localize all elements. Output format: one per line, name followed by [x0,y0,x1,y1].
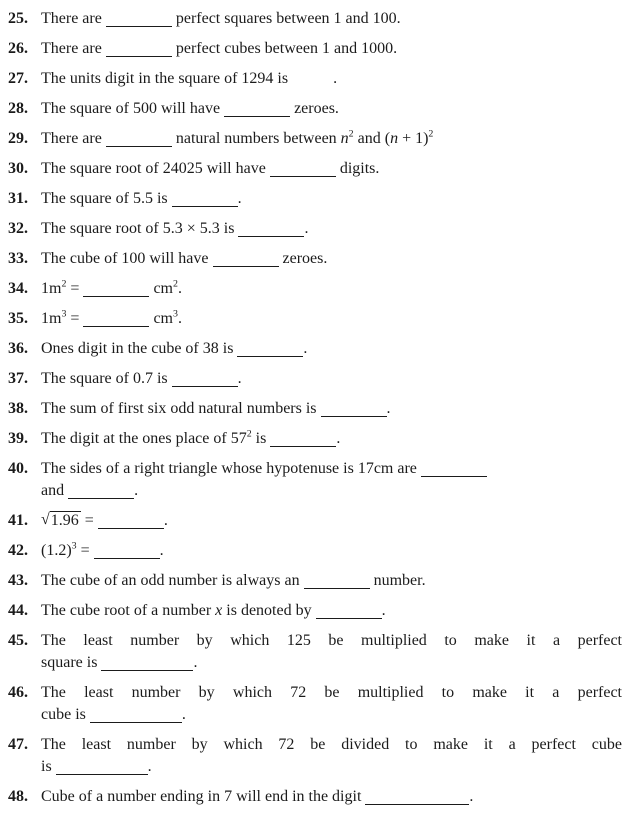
question-line [41,704,622,726]
answer-blank [83,283,149,297]
answer-blank [270,433,336,447]
text-segment: . [134,482,139,499]
text-segment: The least number by which 72 be divided to make it a perfect cube [41,736,622,753]
question-line [41,682,622,704]
answer-blank [106,43,172,57]
text-segment: = [66,310,84,327]
question-text [41,8,622,30]
text-segment: . [336,430,341,447]
text-segment: There are [41,10,106,27]
answer-blank [98,515,164,529]
text-segment: . [303,340,308,357]
question-number: 32. [8,220,28,237]
text-segment: number. [369,572,426,589]
text-segment: The cube of 100 will have [41,250,213,267]
text-segment: . [237,370,242,387]
question-number: 40. [8,460,28,477]
question-number: 26. [8,40,28,57]
question-item [8,786,622,808]
text-segment: . [193,654,198,671]
text-segment: . [177,280,182,297]
question-line [41,68,622,90]
answer-blank [270,163,336,177]
question-text [41,338,622,360]
question-text [41,158,622,180]
question-text [41,630,622,674]
question-number: 42. [8,542,28,559]
question-line [41,480,622,502]
question-item [8,188,622,210]
answer-blank [213,253,279,267]
question-text [41,368,622,390]
question-number: 48. [8,788,28,805]
question-number: 35. [8,310,28,327]
sqrt-expression [41,512,81,529]
question-item [8,368,622,390]
text-segment: The square of 500 will have [41,100,225,117]
text-segment: The least number by which 125 be multiplied to make it a perfect [41,632,622,649]
question-item [8,218,622,240]
question-text [41,128,622,150]
answer-blank [68,485,134,499]
question-text [41,248,622,270]
text-segment: + 1) [398,130,429,147]
text-segment: = [66,280,84,297]
superscript: 2 [61,278,67,290]
question-line [41,398,622,420]
question-list [8,8,622,808]
question-item [8,128,622,150]
text-segment: and ( [353,130,391,147]
text-segment: There are [41,130,106,147]
answer-blank [90,709,182,723]
question-item [8,570,622,592]
math-variable: x [215,602,223,619]
question-line [41,98,622,120]
question-line [41,510,622,532]
question-text [41,786,622,808]
question-item [8,734,622,778]
text-segment: . [386,400,391,417]
question-item [8,630,622,674]
answer-blank [365,791,469,805]
question-item [8,600,622,622]
question-line [41,458,622,480]
superscript: 2 [246,428,252,440]
text-segment: The square root of 5.3 × 5.3 is [41,220,239,237]
question-text [41,188,622,210]
question-line [41,428,622,450]
question-number: 27. [8,70,28,87]
text-segment: digits. [335,160,380,177]
answer-blank [106,133,172,147]
question-line [41,308,622,330]
question-item [8,98,622,120]
question-line [41,128,622,150]
text-segment: = [80,512,98,529]
question-number: 36. [8,340,28,357]
answer-blank [238,223,304,237]
text-segment: . [304,220,309,237]
superscript: 2 [172,278,178,290]
question-line [41,652,622,674]
question-text [41,734,622,778]
text-segment: . [333,70,338,87]
question-item [8,38,622,60]
text-segment: (1.2) [41,542,72,559]
question-number: 45. [8,632,28,649]
text-segment: . [159,542,164,559]
question-text [41,278,622,300]
question-number: 41. [8,512,28,529]
question-number: 29. [8,130,28,147]
question-number: 33. [8,250,28,267]
question-item [8,8,622,30]
question-line [41,600,622,622]
radical-sign: √ [41,511,50,528]
superscript: 3 [61,308,67,320]
text-segment: natural numbers between [171,130,341,147]
question-item [8,540,622,562]
question-line [41,734,622,756]
text-segment: The least number by which 72 be multiplied to make it a perfect [41,684,622,701]
text-segment: . [177,310,182,327]
answer-blank [83,313,149,327]
question-item [8,682,622,726]
text-segment: is [251,430,271,447]
text-segment: is [41,758,56,775]
question-text [41,308,622,330]
text-segment: 1m [41,310,62,327]
text-segment: The square of 5.5 is [41,190,172,207]
question-number: 39. [8,430,28,447]
answer-blank [101,657,193,671]
question-text [41,458,622,502]
question-text [41,68,622,90]
question-item [8,308,622,330]
text-segment: The square root of 24025 will have [41,160,270,177]
answer-blank [421,463,487,477]
text-segment: The digit at the ones place of 57 [41,430,247,447]
text-segment: The sides of a right triangle whose hypotenuse is 17cm are [41,460,421,477]
question-item [8,398,622,420]
question-line [41,368,622,390]
math-variable: n [390,130,399,147]
text-segment: = [76,542,94,559]
question-number: 38. [8,400,28,417]
question-line [41,188,622,210]
text-segment: square is [41,654,102,671]
question-number: 31. [8,190,28,207]
text-segment: and [41,482,69,499]
question-text [41,570,622,592]
text-segment: The units digit in the square of 1294 is [41,70,289,87]
radicand: 1.96 [50,512,79,529]
question-line [41,570,622,592]
text-segment: Ones digit in the cube of 38 is [41,340,238,357]
text-segment: cm [149,280,173,297]
text-segment: The cube of an odd number is always an [41,572,304,589]
question-line [41,756,622,778]
question-line [41,218,622,240]
text-segment: . [469,788,474,805]
text-segment: zeroes. [290,100,339,117]
question-text [41,540,622,562]
text-segment: cm [149,310,173,327]
question-item [8,428,622,450]
answer-blank [321,403,387,417]
question-item [8,510,622,532]
question-number: 25. [8,10,28,27]
question-text [41,428,622,450]
question-line [41,540,622,562]
text-segment: The sum of first six odd natural numbers is [41,400,321,417]
answer-blank [237,343,303,357]
text-segment: cube is [41,706,90,723]
answer-blank [94,545,160,559]
question-item [8,158,622,180]
question-text [41,510,622,532]
text-segment: . [181,706,186,723]
superscript: 2 [348,128,354,140]
question-line [41,38,622,60]
answer-blank [224,103,290,117]
question-item [8,338,622,360]
superscript: 2 [428,128,434,140]
text-segment: perfect squares between 1 and 100. [171,10,401,27]
question-number: 46. [8,684,28,701]
math-variable: n [340,130,349,147]
text-segment: . [381,602,386,619]
question-line [41,248,622,270]
text-segment: 1m [41,280,62,297]
question-line [41,786,622,808]
question-number: 47. [8,736,28,753]
answer-blank [172,193,238,207]
answer-blank [316,605,382,619]
question-number: 28. [8,100,28,117]
question-text [41,398,622,420]
question-number: 44. [8,602,28,619]
text-segment: zeroes. [278,250,328,267]
text-segment: perfect cubes between 1 and 1000. [171,40,398,57]
superscript: 3 [71,540,77,552]
question-text [41,218,622,240]
question-text [41,682,622,726]
question-line [41,278,622,300]
question-text [41,38,622,60]
question-line [41,630,622,652]
answer-blank [172,373,238,387]
question-number: 37. [8,370,28,387]
question-item [8,458,622,502]
question-line [41,158,622,180]
question-item [8,278,622,300]
text-segment: There are [41,40,106,57]
text-segment: The square of 0.7 is [41,370,172,387]
superscript: 3 [172,308,178,320]
text-segment: . [147,758,152,775]
question-item [8,68,622,90]
answer-blank [106,13,172,27]
question-text [41,98,622,120]
question-number: 34. [8,280,28,297]
question-line [41,8,622,30]
text-segment: . [163,512,168,529]
question-number: 43. [8,572,28,589]
text-segment: . [237,190,242,207]
question-line [41,338,622,360]
text-segment: The cube root of a number [41,602,216,619]
answer-blank [304,575,370,589]
text-segment: Cube of a number ending in 7 will end in the digit [41,788,366,805]
question-number: 30. [8,160,28,177]
question-item [8,248,622,270]
text-segment: is denoted by [222,602,316,619]
answer-blank [56,761,148,775]
question-text [41,600,622,622]
